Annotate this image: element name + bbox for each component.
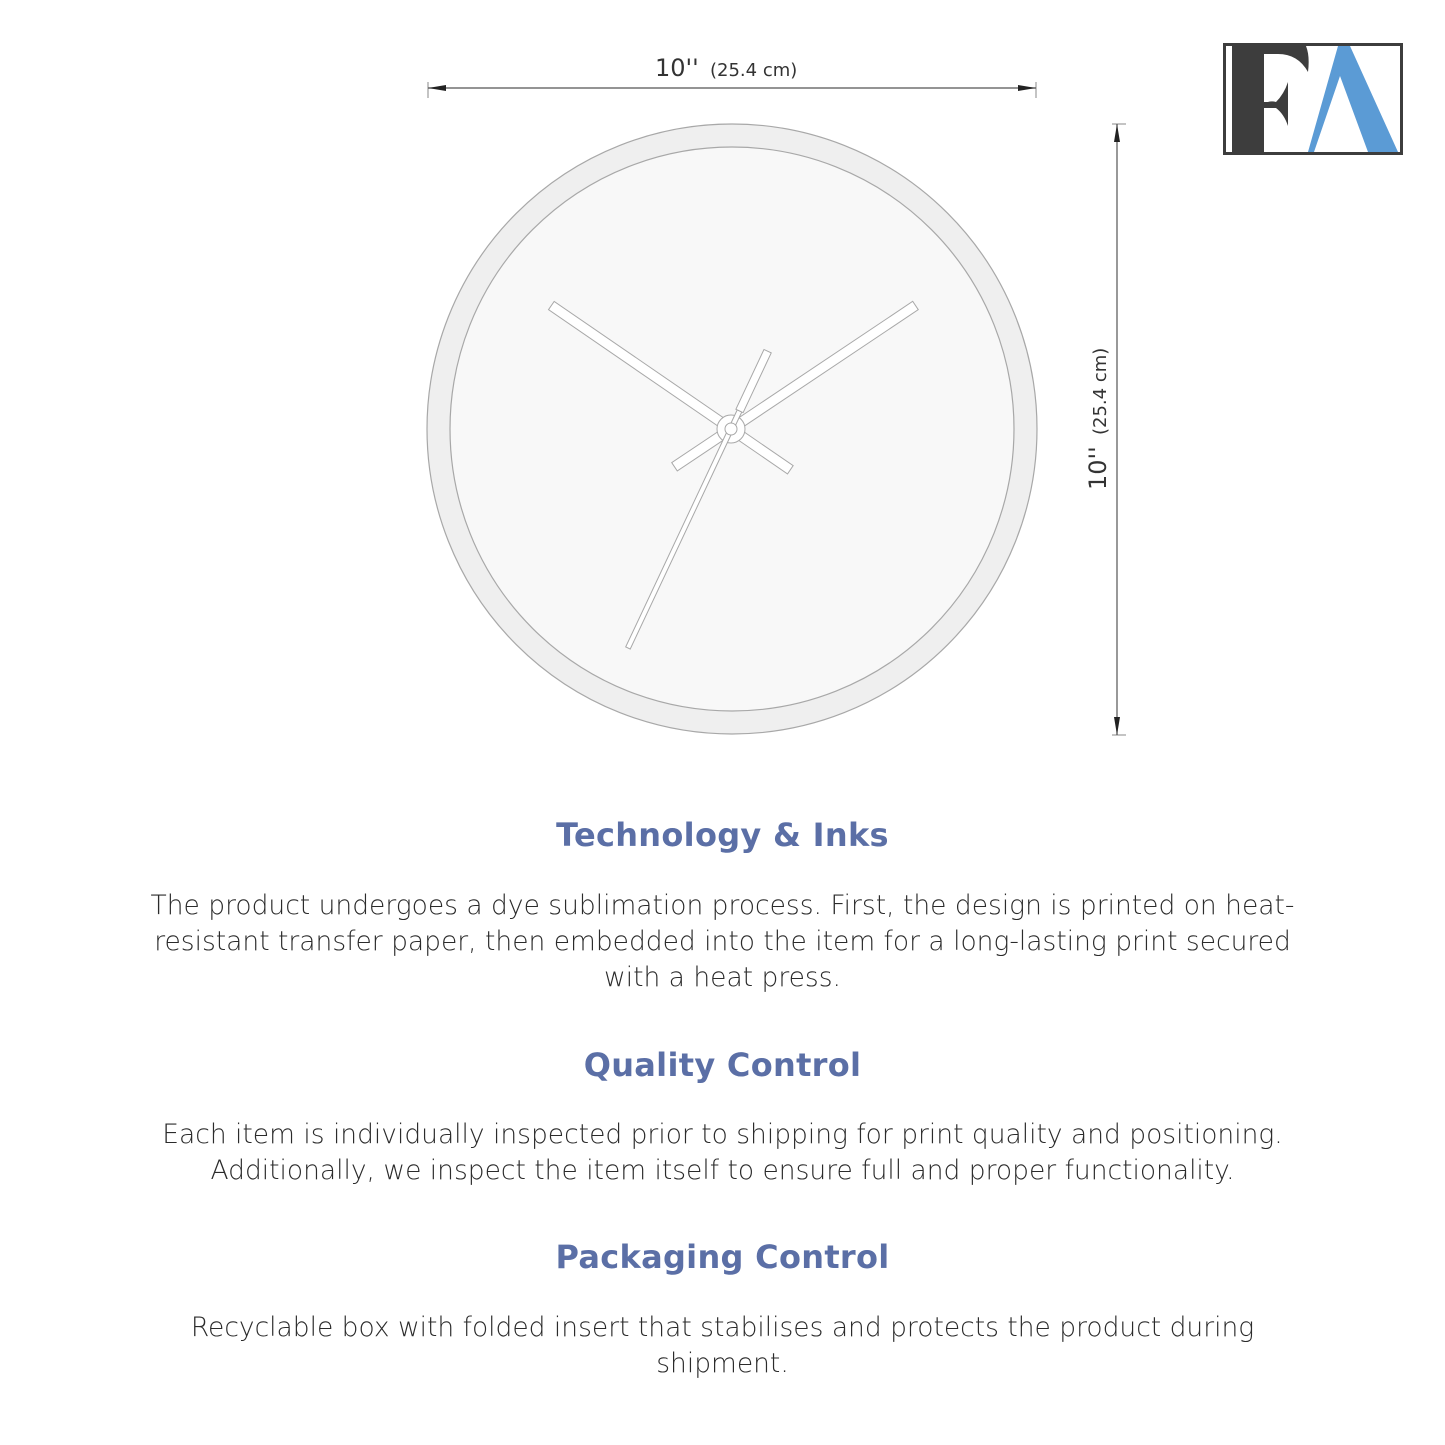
- width-label-sub: (25.4 cm): [710, 60, 798, 81]
- text-line: shipment.: [656, 1348, 789, 1379]
- section-body-packaging: [0, 1310, 1445, 1382]
- wall-clock: [427, 124, 1037, 734]
- height-dimension: [1084, 124, 1126, 735]
- width-label-main: 10'': [655, 54, 699, 82]
- text-line: Additionally, we inspect the item itself to ensure full and proper functionality.: [210, 1155, 1235, 1186]
- fa-logo-icon: [1226, 46, 1400, 152]
- section-title-technology: Technology & Inks: [556, 816, 889, 854]
- text-line: The product undergoes a dye sublimation process. First, the design is printed on heat-: [150, 890, 1295, 921]
- brand-logo: [1223, 43, 1403, 155]
- section-body-technology: [0, 888, 1445, 996]
- text-line: with a heat press.: [604, 962, 841, 993]
- width-dimension: [428, 54, 1036, 98]
- section-body-quality: [0, 1117, 1445, 1189]
- section-title-quality: Quality Control: [583, 1046, 862, 1084]
- clock-center-pin: [725, 423, 737, 435]
- text-line: Recyclable box with folded insert that stabilises and protects the product during: [190, 1312, 1255, 1343]
- text-line: Each item is individually inspected prior to shipping for print quality and positioning.: [162, 1119, 1283, 1150]
- height-label-main: 10'': [1084, 446, 1112, 490]
- text-line: resistant transfer paper, then embedded into the item for a long-lasting print secured: [154, 926, 1291, 957]
- section-title-packaging: Packaging Control: [555, 1238, 890, 1276]
- height-label-sub: (25.4 cm): [1090, 347, 1111, 435]
